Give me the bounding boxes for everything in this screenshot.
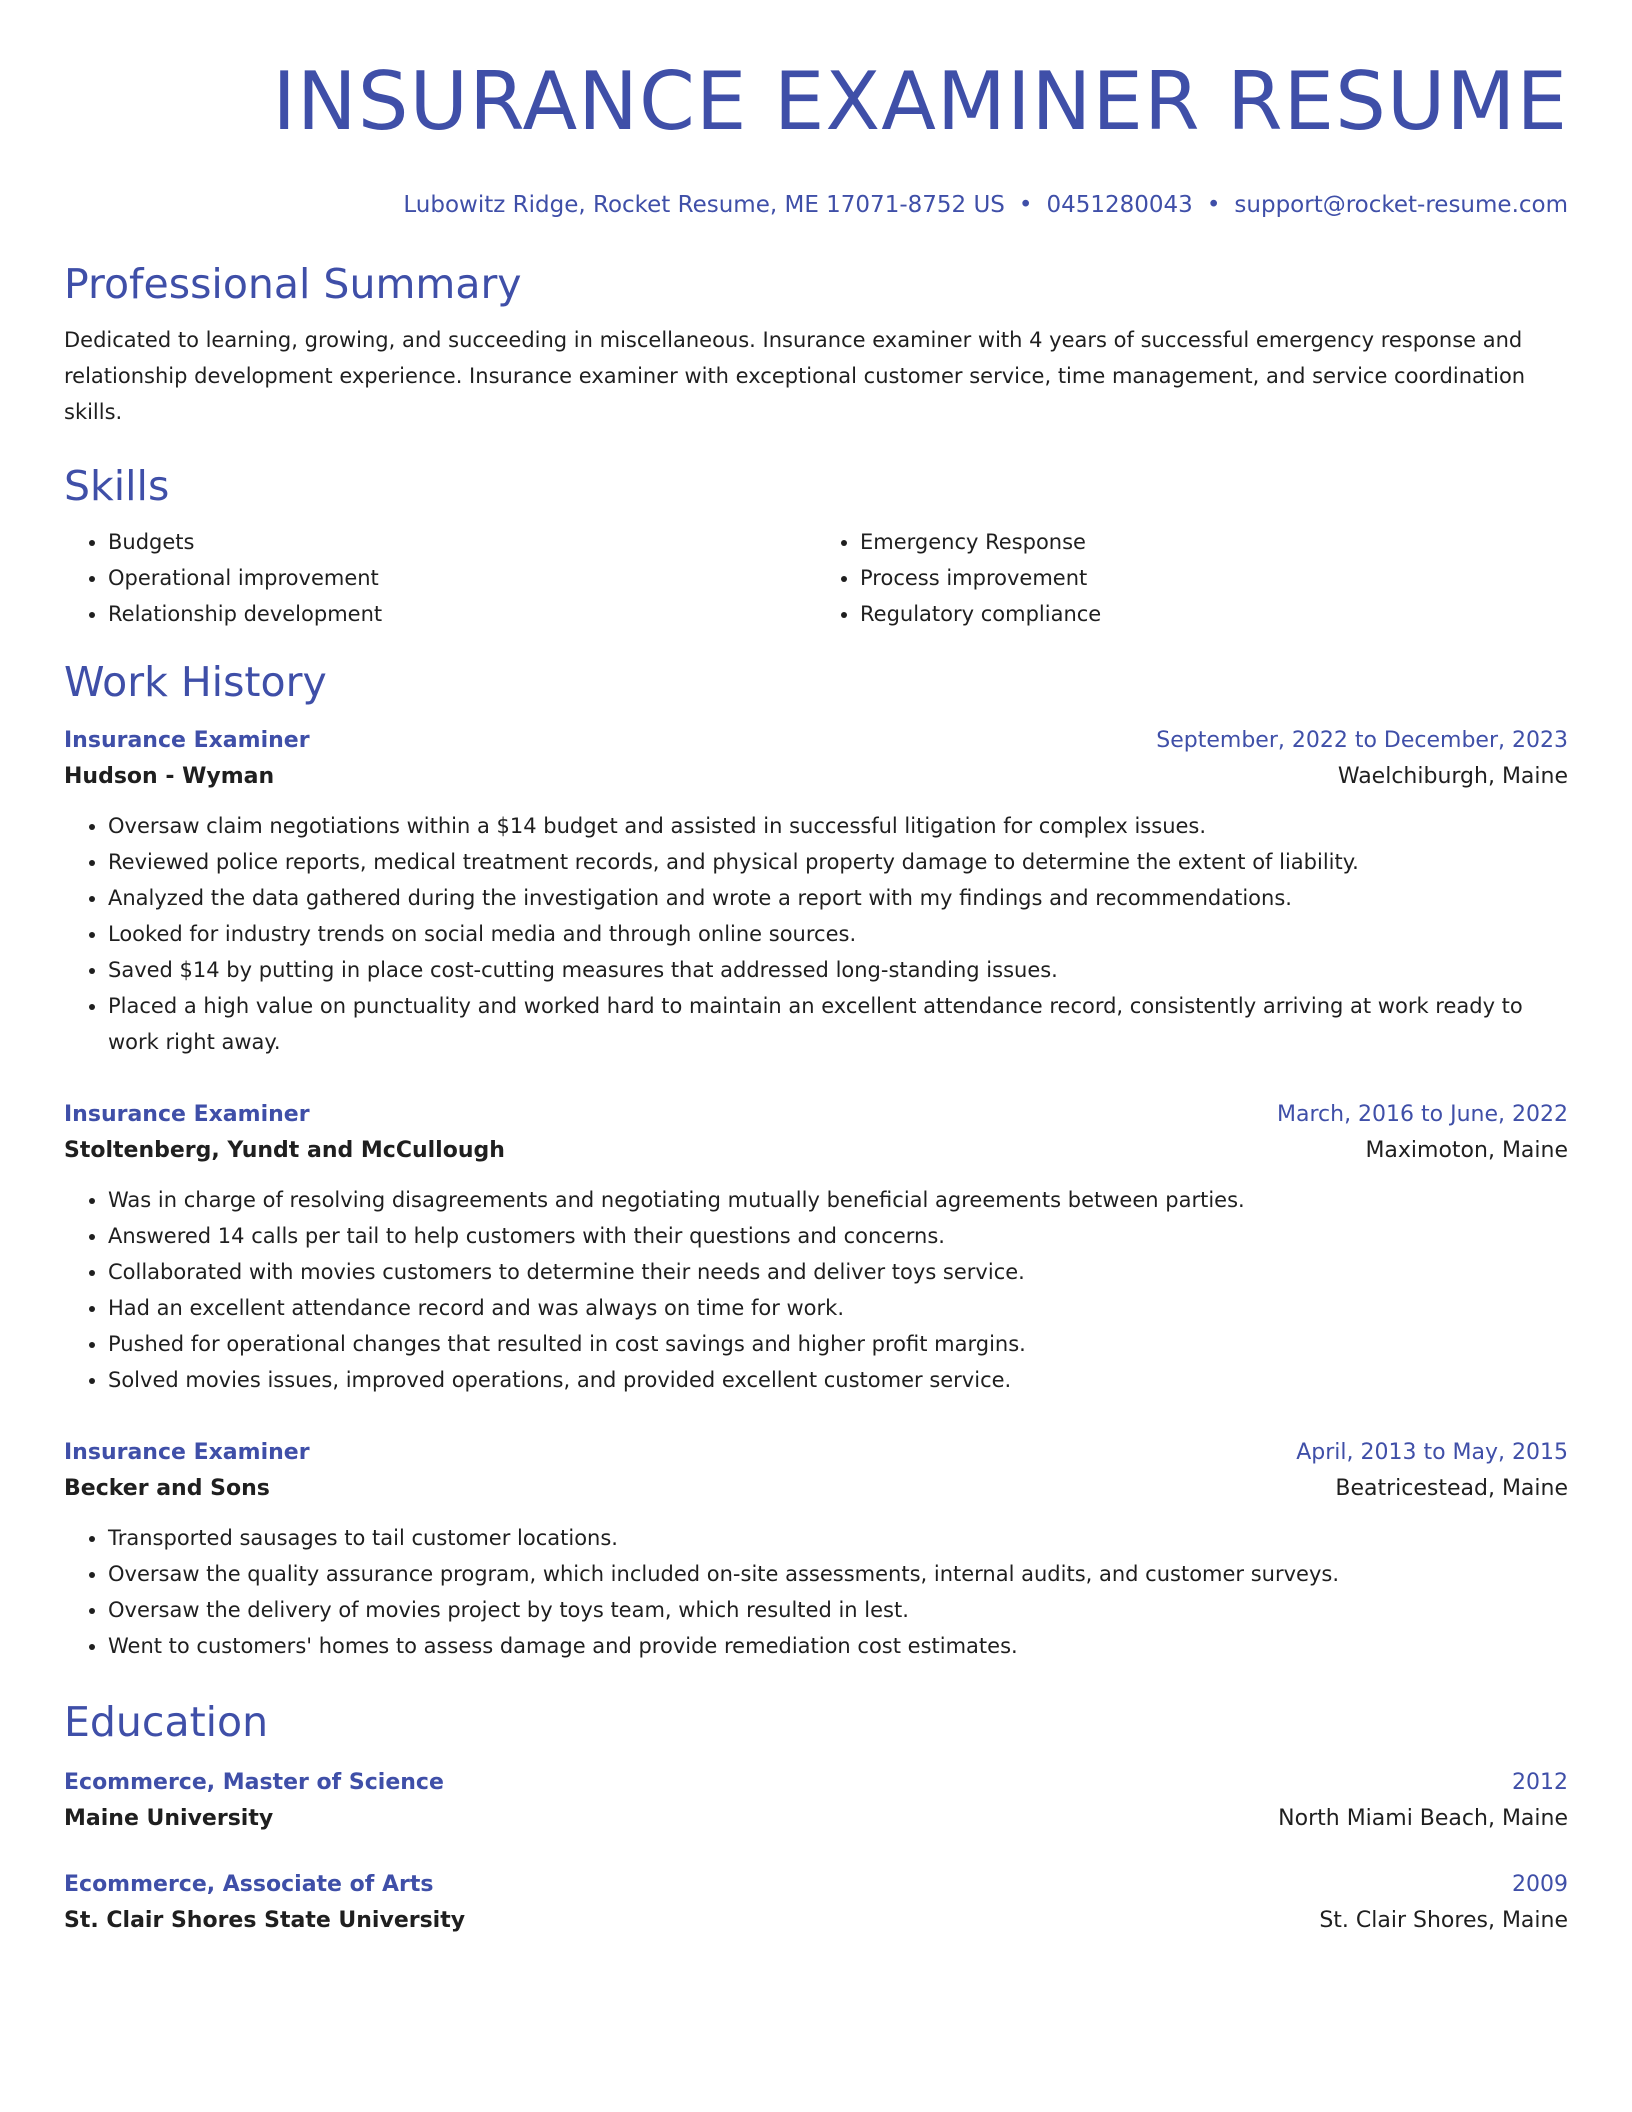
job-entry xyxy=(64,1098,1568,1398)
job-bullet: • Analyzed the data gathered during the investigation and wrote a report with my findings and recommendations. xyxy=(108,880,1568,916)
job-title: Insurance Examiner xyxy=(64,1440,310,1465)
job-bullets xyxy=(64,1520,1568,1664)
skill-item: • Regulatory compliance xyxy=(860,596,1568,632)
job-bullet: • Oversaw the quality assurance program, which included on-site assessments, internal audits, and customer surveys. xyxy=(108,1556,1568,1592)
job-company: Hudson - Wyman xyxy=(64,764,275,789)
job-dates: March, 2016 to June, 2022 xyxy=(1277,1102,1568,1127)
education-location: St. Clair Shores, Maine xyxy=(1319,1908,1568,1933)
contact-phone: 0451280043 xyxy=(1046,192,1193,218)
resume-title: INSURANCE EXAMINER RESUME xyxy=(272,55,1568,148)
job-bullet: • Saved $14 by putting in place cost-cutting measures that addressed long-standing issues. xyxy=(108,952,1568,988)
skills-column-right xyxy=(816,524,1568,632)
job-company: Stoltenberg, Yundt and McCullough xyxy=(64,1138,505,1163)
work-history-heading: Work History xyxy=(64,658,327,706)
education-school-row xyxy=(64,1902,1568,1940)
contact-address: Lubowitz Ridge, Rocket Resume, ME 17071-8752 US xyxy=(403,192,1005,218)
job-bullet: • Reviewed police reports, medical treatment records, and physical property damage to determine the extent of liability. xyxy=(108,844,1568,880)
skills-list-left xyxy=(64,524,816,632)
job-bullet: • Oversaw the delivery of movies project by toys team, which resulted in lest. xyxy=(108,1592,1568,1628)
summary-heading: Professional Summary xyxy=(64,260,522,308)
contact-separator: • xyxy=(1018,192,1033,218)
skill-item: • Budgets xyxy=(108,524,816,560)
education-degree: Ecommerce, Master of Science xyxy=(64,1770,444,1795)
skills-list-right xyxy=(816,524,1568,632)
skill-item: • Operational improvement xyxy=(108,560,816,596)
contact-separator: • xyxy=(1206,192,1221,218)
skill-item: • Process improvement xyxy=(860,560,1568,596)
education-school-row xyxy=(64,1800,1568,1838)
education-degree-row xyxy=(64,1868,1568,1902)
job-location: Beatricestead, Maine xyxy=(1335,1476,1568,1501)
summary-text: Dedicated to learning, growing, and succeeding in miscellaneous. Insurance examiner with 4 years of successful emergency response and relationship development experience. Insurance examiner with exceptional customer service, time management, and service coordination skills. xyxy=(64,328,1526,424)
job-company-row xyxy=(64,1132,1568,1170)
job-title: Insurance Examiner xyxy=(64,728,310,753)
job-company-row xyxy=(64,758,1568,796)
education-entry xyxy=(64,1766,1568,1838)
job-bullet: • Looked for industry trends on social media and through online sources. xyxy=(108,916,1568,952)
skills-column-left xyxy=(64,524,816,632)
education-year: 2012 xyxy=(1512,1770,1568,1795)
skills-heading: Skills xyxy=(64,462,170,510)
skills-grid xyxy=(64,524,1568,632)
job-bullet: • Transported sausages to tail customer locations. xyxy=(108,1520,1568,1556)
job-entry xyxy=(64,724,1568,1060)
job-company-row xyxy=(64,1470,1568,1508)
job-company: Becker and Sons xyxy=(64,1476,270,1501)
job-bullet: • Had an excellent attendance record and was always on time for work. xyxy=(108,1290,1568,1326)
skill-item: • Relationship development xyxy=(108,596,816,632)
job-bullet: • Was in charge of resolving disagreements and negotiating mutually beneficial agreements between parties. xyxy=(108,1182,1568,1218)
job-dates: April, 2013 to May, 2015 xyxy=(1296,1440,1568,1465)
contact-email[interactable]: support@rocket-resume.com xyxy=(1234,192,1568,218)
job-bullet: • Oversaw claim negotiations within a $14 budget and assisted in successful litigation for complex issues. xyxy=(108,808,1568,844)
job-bullet: • Answered 14 calls per tail to help customers with their questions and concerns. xyxy=(108,1218,1568,1254)
education-entry xyxy=(64,1868,1568,1940)
job-title: Insurance Examiner xyxy=(64,1102,310,1127)
education-heading: Education xyxy=(64,1698,269,1746)
job-title-row xyxy=(64,1436,1568,1470)
education-degree: Ecommerce, Associate of Arts xyxy=(64,1872,434,1897)
job-bullet: • Collaborated with movies customers to determine their needs and deliver toys service. xyxy=(108,1254,1568,1290)
job-title-row xyxy=(64,1098,1568,1132)
education-school: St. Clair Shores State University xyxy=(64,1908,466,1933)
job-bullet: • Placed a high value on punctuality and worked hard to maintain an excellent attendance record, consistently arriving at work ready to work right away. xyxy=(108,988,1568,1060)
job-dates: September, 2022 to December, 2023 xyxy=(1156,728,1568,753)
job-bullet: • Pushed for operational changes that resulted in cost savings and higher profit margins. xyxy=(108,1326,1568,1362)
contact-line xyxy=(64,188,1568,222)
education-school: Maine University xyxy=(64,1806,274,1831)
job-bullet: • Went to customers' homes to assess damage and provide remediation cost estimates. xyxy=(108,1628,1568,1664)
education-year: 2009 xyxy=(1512,1872,1568,1897)
job-location: Waelchiburgh, Maine xyxy=(1337,764,1568,789)
job-bullet: • Solved movies issues, improved operations, and provided excellent customer service. xyxy=(108,1362,1568,1398)
job-bullets xyxy=(64,808,1568,1060)
job-bullets xyxy=(64,1182,1568,1398)
job-entry xyxy=(64,1436,1568,1664)
job-location: Maximoton, Maine xyxy=(1365,1138,1568,1163)
education-location: North Miami Beach, Maine xyxy=(1278,1806,1568,1831)
job-title-row xyxy=(64,724,1568,758)
education-degree-row xyxy=(64,1766,1568,1800)
skill-item: • Emergency Response xyxy=(860,524,1568,560)
